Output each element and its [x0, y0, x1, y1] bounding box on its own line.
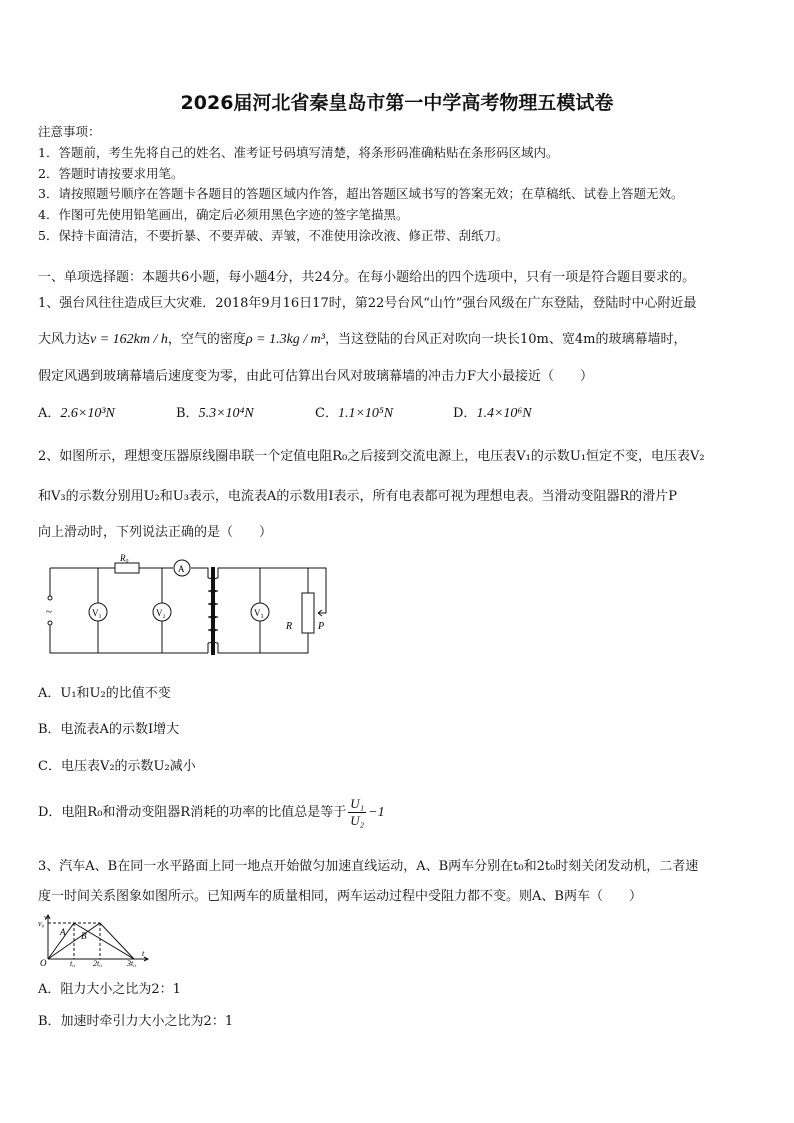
- q1-density: ρ = 1.3kg / m³: [245, 332, 325, 347]
- v0-label: v₀: [38, 919, 45, 928]
- line-b-label: B: [81, 931, 87, 941]
- q3-option-a: A．阻力大小之比为2：1: [38, 982, 181, 997]
- v1-label: V₁: [92, 608, 102, 618]
- r0-label: R₀: [120, 553, 129, 563]
- q3-line: 度一时间关系图象如图所示。已知两车的质量相同，两车运动过程中受阻力都不变。则A、B两车（ ）: [38, 889, 642, 904]
- v3-label: V₃: [254, 608, 264, 618]
- q1-text: ，当这登陆的台风正对吹向一块长10m、宽4m的玻璃幕墙时，: [324, 332, 687, 347]
- vt-graph: [36, 913, 156, 967]
- q2-option-b: B．电流表A的示数I增大: [38, 722, 180, 737]
- q1-line: [38, 328, 686, 348]
- line-a-label: A: [60, 927, 66, 937]
- q2-option-a: A．U₁和U₂的比值不变: [38, 686, 171, 701]
- section-heading: 一、单项选择题：本题共6小题，每小题4分，共24分。在每小题给出的四个选项中，只有一项是符合题目要求的。: [38, 270, 696, 285]
- notice-heading: 注意事项：: [38, 124, 101, 139]
- notice-item: 3．请按照题号顺序在答题卡各题目的答题区域内作答，超出答题区域书写的答案无效；在草稿纸、试卷上答题无效。: [38, 186, 684, 201]
- q2-line: 2、如图所示，理想变压器原线圈串联一个定值电阻R₀之后接到交流电源上，电压表V₁的示数U₁恒定不变，电压表V₂: [38, 449, 705, 464]
- option-a: A．2.6×10³N: [38, 406, 115, 421]
- tick-label: t₀: [70, 959, 76, 967]
- q3-line: 3、汽车A、B在同一水平路面上同一地点开始做匀加速直线运动，A、B两车分别在t₀和2t₀时刻关闭发动机，二者速: [38, 859, 699, 874]
- notice-item: 5．保持卡面清洁，不要折暴、不要弄破、弄皱，不准使用涂改液、修正带、刮纸刀。: [38, 228, 509, 243]
- option-d: D．1.4×10⁶N: [453, 406, 532, 421]
- notice-item: 1．答题前，考生先将自己的姓名、准考证号码填写清楚，将条形码准确粘贴在条形码区域内。: [38, 145, 559, 160]
- q1-velocity: v = 162km / h: [90, 332, 168, 347]
- slider-label: P: [318, 621, 325, 632]
- q3-option-b: B．加速时牵引力大小之比为2：1: [38, 1014, 234, 1029]
- q2-option-d: D．电阻R₀和滑动变阻器R消耗的功率的比值总是等于 $\frac{\text{U₁}}{\text{U₂}}$ −1: [38, 796, 385, 828]
- option-b: B．5.3×10⁴N: [176, 406, 254, 421]
- rheostat-label: R: [286, 621, 293, 632]
- v-axis-label: v: [44, 913, 48, 922]
- origin-label: O: [40, 958, 47, 967]
- tick-label: 2t₀: [93, 959, 103, 967]
- t-axis-label: t: [142, 949, 145, 958]
- q2-line: 和V₃的示数分别用U₂和U₃表示，电流表A的示数用I表示，所有电表都可视为理想电表。当滑动变阻器R的滑片P: [38, 489, 677, 504]
- q2-line: 向上滑动时，下列说法正确的是（ ）: [38, 525, 273, 540]
- q2-option-c: C．电压表V₂的示数U₂减小: [38, 759, 196, 774]
- fraction: $\frac{\text{U₁}}{\text{U₂}}$: [350, 796, 365, 828]
- notice-item: 4．作图可先使用铅笔画出，确定后必须用黑色字迹的签字笔描黑。: [38, 207, 409, 222]
- tick-label: 3t₀: [127, 959, 137, 967]
- q1-line: 1、强台风往往造成巨大灾难．2018年9月16日17时，第22号台风“山竹”强台风级在广东登陆，登陆时中心附近最: [38, 296, 697, 311]
- ammeter-label: A: [178, 564, 185, 574]
- notice-item: 2．答题时请按要求用笔。: [38, 166, 184, 181]
- source-label: ~: [46, 606, 52, 618]
- q1-text: 大风力达: [38, 332, 91, 347]
- circuit-diagram: [40, 553, 340, 663]
- transformer-core: [211, 567, 215, 655]
- q1-text: ，空气的密度: [167, 332, 246, 347]
- option-c: C．1.1×10⁵N: [315, 406, 394, 421]
- q1-line: 假定风遇到玻璃幕墙后速度变为零，由此可估算出台风对玻璃幕墙的冲击力F大小最接近（ ）: [38, 369, 594, 384]
- page-title: 2026届河北省秦皇岛市第一中学高考物理五模试卷: [180, 92, 614, 114]
- v2-label: V₂: [156, 608, 166, 618]
